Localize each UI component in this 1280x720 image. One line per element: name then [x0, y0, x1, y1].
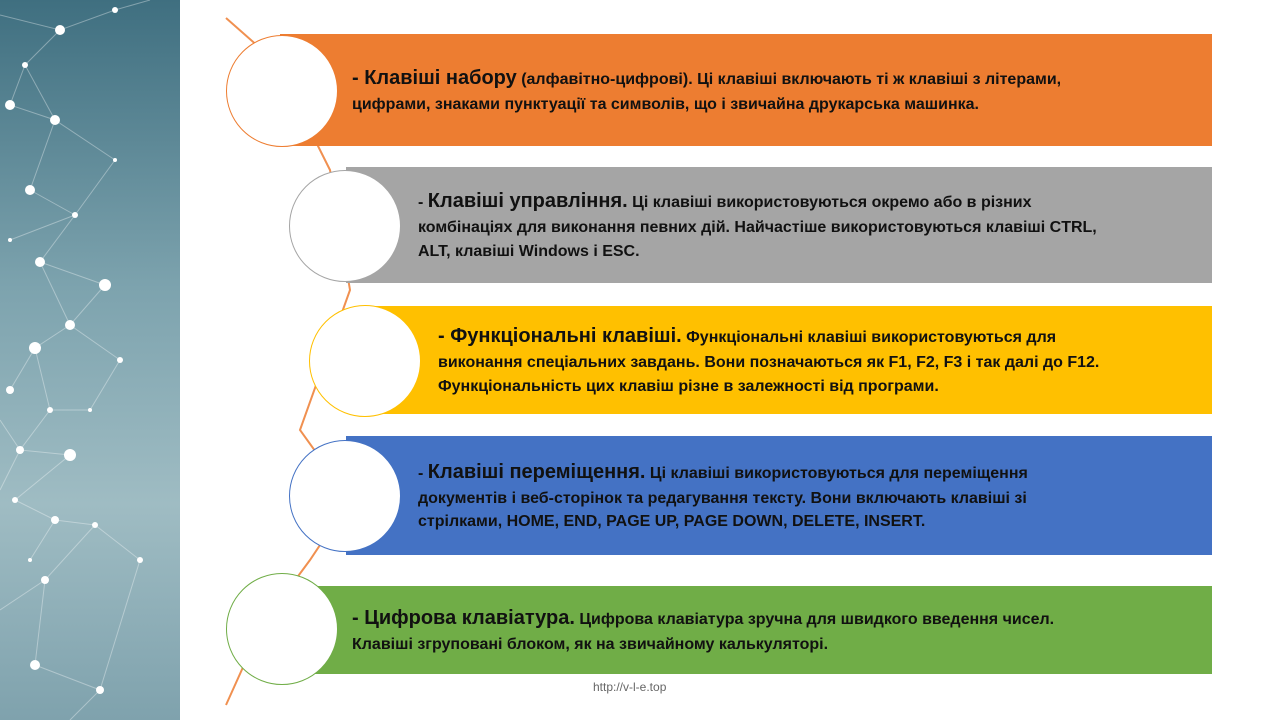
card-typing-keys-title: - Клавіші набору [352, 66, 517, 89]
card-function-keys-body-2: виконання спеціальних завдань. Вони позначаються як F1, F2, F3 і так далі до F12. [438, 354, 1100, 372]
card-typing-keys-circle [226, 35, 338, 147]
card-numeric-keypad-title: - Цифрова клавіатура. [352, 606, 575, 629]
card-control-keys-body-2: комбінаціях для виконання певних дій. Найчастіше використовуються клавіші CTRL, [418, 219, 1097, 237]
card-navigation-keys-prefix: - [418, 464, 428, 482]
card-numeric-keypad-body-2: Клавіші згруповані блоком, як на звичайному калькуляторі. [352, 635, 829, 653]
card-control-keys [346, 167, 1212, 283]
card-navigation-keys-body-3: стрілками, HOME, END, PAGE UP, PAGE DOWN, DELETE, INSERT. [418, 513, 926, 530]
card-function-keys-body-3: Функціональність цих клавіш різне в залежності від програми. [438, 377, 939, 395]
card-numeric-keypad-line-1 [352, 604, 1212, 633]
card-control-keys-prefix: - [418, 194, 428, 212]
card-navigation-keys [346, 436, 1212, 555]
card-control-keys-title: Клавіші управління. [427, 190, 628, 213]
card-typing-keys-title-suffix: (алфавітно-цифрові). [521, 70, 693, 88]
card-typing-keys-body-1: Ці клавіші включають ті ж клавіші з літерами, [692, 70, 1062, 88]
card-function-keys-circle [309, 305, 421, 417]
card-numeric-keypad [280, 586, 1212, 674]
card-control-keys-line-1 [418, 187, 1212, 216]
card-typing-keys-body-2: цифрами, знаками пунктуації та символів, що і звичайна друкарська машинка. [352, 95, 979, 113]
card-function-keys-body-1: Функціональні клавіші використовуються для [681, 329, 1057, 347]
card-typing-keys [280, 34, 1212, 146]
card-numeric-keypad-circle [226, 573, 338, 685]
card-typing-keys-line-1 [352, 64, 1212, 93]
card-navigation-keys-line-1 [418, 458, 1212, 487]
footer-url: http://v-l-e.top [593, 680, 667, 694]
card-function-keys [366, 306, 1212, 414]
card-control-keys-circle [289, 170, 401, 282]
card-function-keys-title: - Функціональні клавіші. [438, 325, 682, 348]
card-function-keys-line-1 [438, 322, 1212, 351]
card-navigation-keys-body-2: документів і веб-сторінок та редагування тексту. Вони включають клавіші зі [418, 489, 1027, 507]
card-navigation-keys-body-1: Ці клавіші використовуються для переміщення [645, 464, 1028, 482]
card-control-keys-body-1: Ці клавіші використовуються окремо або в різних [627, 194, 1032, 212]
card-control-keys-body-3: ALT, клавіші Windows і ESC. [418, 242, 640, 260]
card-navigation-keys-circle [289, 440, 401, 552]
card-numeric-keypad-body-1: Цифрова клавіатура зручна для швидкого введення чисел. [574, 610, 1055, 628]
card-navigation-keys-title: Клавіші переміщення. [427, 460, 646, 483]
